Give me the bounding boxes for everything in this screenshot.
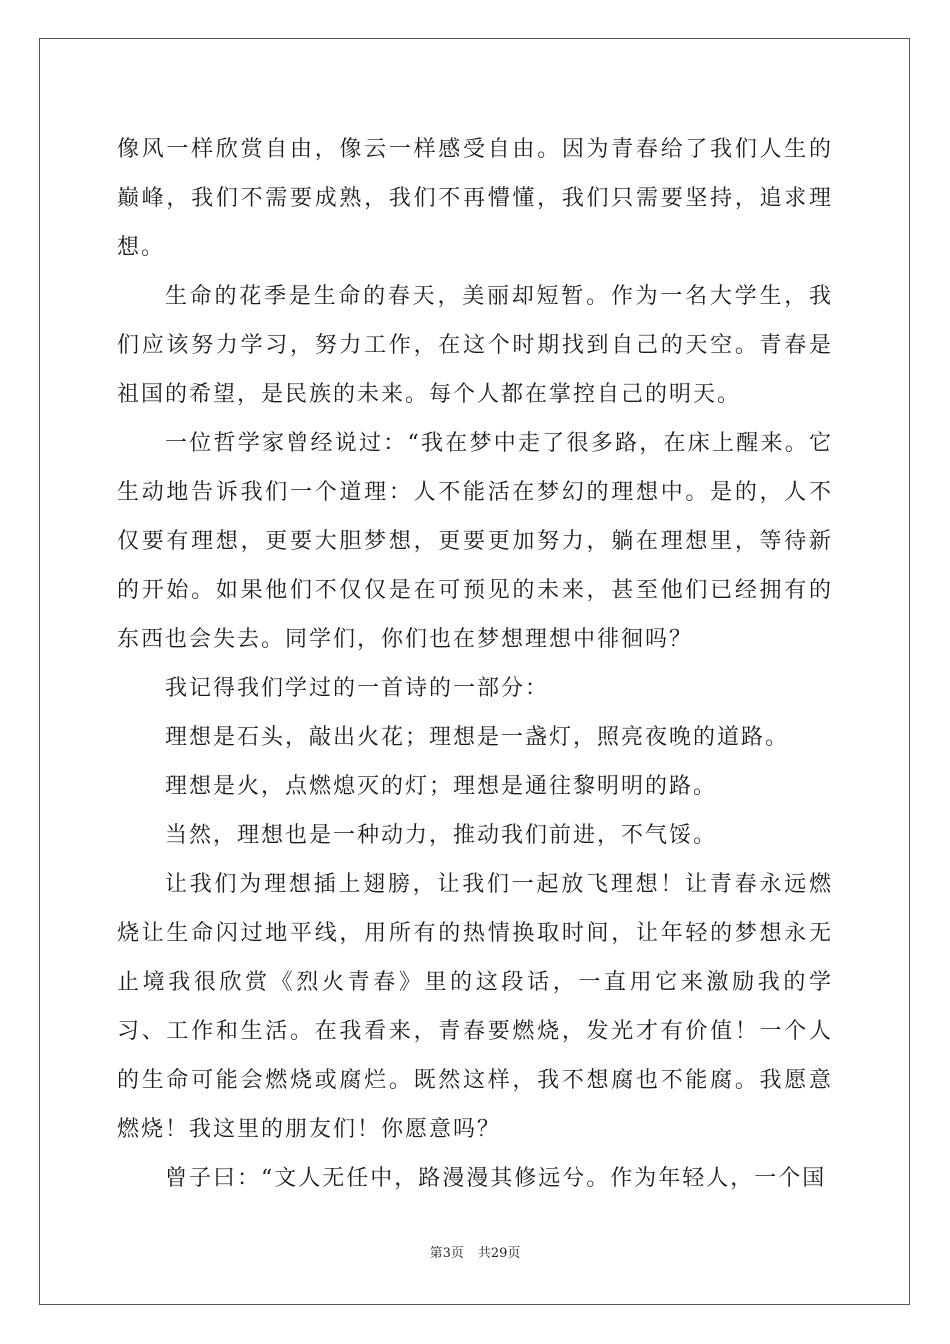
page-number: 第3页 [429,1246,464,1261]
paragraph-5: 理想是石头，敲出火花；理想是一盏灯，照亮夜晚的道路。 [165,725,790,750]
paragraph-4: 我记得我们学过的一首诗的一部分： [165,676,550,701]
paragraph-3: 一位哲学家曾经说过：“我在梦中走了很多路，在床上醒来。它生动地告诉我们一个道理：人不能活在梦幻的理想中。是的，人不仅要有理想，更要大胆梦想，更要更加努力，躺在理想里，等待新的开始。如果他们不仅仅是在可预见的未来，甚至他们已经拥有的东西也会失去。同学们，你们也在梦想理想中徘徊吗？ [117,431,833,652]
paragraph-7: 当然，理想也是一种动力，推动我们前进，不气馁。 [165,823,718,848]
paragraph-1: 像风一样欣赏自由，像云一样感受自由。因为青春给了我们人生的巅峰，我们不需要成熟，我们不再懵懂，我们只需要坚持，追求理想。 [117,137,833,260]
paragraph-2: 生命的花季是生命的春天，美丽却短暂。作为一名大学生，我们应该努力学习，努力工作，在这个时期找到自己的天空。青春是祖国的希望，是民族的未来。每个人都在掌控自己的明天。 [117,284,833,407]
paragraph-8: 让我们为理想插上翅膀，让我们一起放飞理想！让青春永远燃烧让生命闪过地平线，用所有的热情换取时间，让年轻的梦想永无止境我很欣赏《烈火青春》里的这段话，一直用它来激励我的学习、工作和生活。在我看来，青春要燃烧，发光才有价值！一个人的生命可能会燃烧或腐烂。既然这样，我不想腐也不能腐。我愿意燃烧！我这里的朋友们！你愿意吗？ [117,872,833,1142]
page-footer [0,1242,950,1261]
total-pages: 共29页 [477,1246,521,1261]
document-body [117,125,833,1203]
paragraph-6: 理想是火，点燃熄灭的灯；理想是通往黎明明的路。 [165,774,718,799]
paragraph-9: 曾子曰：“文人无任中，路漫漫其修远兮。作为年轻人，一个国 [165,1166,827,1191]
